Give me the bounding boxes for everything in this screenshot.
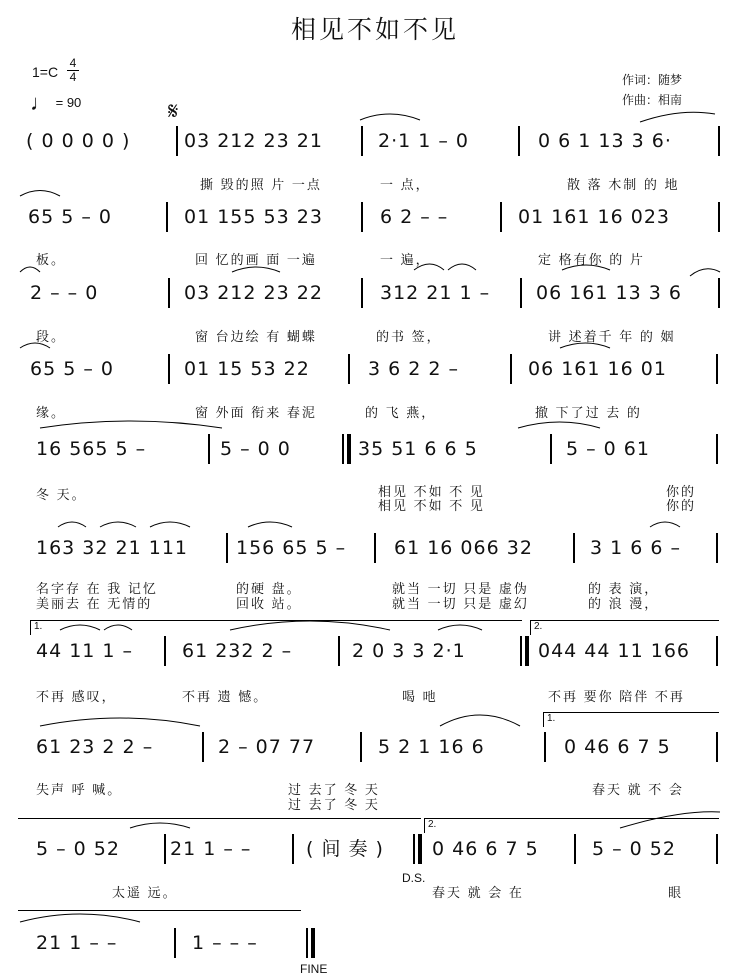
volta-line [18,818,421,833]
tempo-value: = 90 [55,95,82,110]
volta-line [18,910,301,925]
measure: 163 32 21 111 [36,537,189,559]
volta-1: 1. [30,620,522,635]
barline [574,834,576,864]
slur [440,715,520,726]
slur [40,718,200,726]
measure: 5 2 1 16 6 [378,736,485,758]
lyric-text: 不再 要你 陪伴 不再 [548,689,685,704]
barline [202,732,204,762]
measure: 5 – 0 0 [220,438,291,460]
lyric-text: 的 浪 漫， [588,596,660,611]
staff-line-10 [18,926,723,960]
time-denominator: 4 [69,70,77,84]
barline [550,434,552,464]
lyric-text: 一 遍， [380,252,431,267]
lyric-text: 撕 毁的照 片 一点 [200,177,322,192]
lyric-text: 相见 不如 不 见 [378,498,485,513]
final-barline [311,928,315,958]
lyric-text: 你的 [666,498,697,513]
lyric-text: 眼 [668,885,684,900]
lyric-text: 过 去了 冬 天 [288,782,380,797]
slur [360,114,420,120]
measure: 61 16 066 32 [394,537,533,559]
barline [306,928,308,958]
barline [718,126,720,156]
lyric-text: 的硬 盘。 [236,581,302,596]
measure: 1 – – – [192,932,258,954]
staff-line-3 [18,276,723,310]
staff-line-9 [18,832,723,866]
barline [348,354,350,384]
tempo-marking [30,90,81,116]
barline [292,834,294,864]
barline [518,126,520,156]
key-signature: 1=C [32,64,59,80]
measure: 2 – 07 77 [218,736,316,758]
measure: 0 46 6 7 5 [564,736,671,758]
lyric-text: 窗 台边绘 有 蝴蝶 [195,329,317,344]
barline [573,533,575,563]
measure: 2 – – 0 [30,282,99,304]
lyric-text: 失声 呼 喊。 [36,782,123,797]
lyric-text: 太遥 远。 [112,885,178,900]
measure: 61 23 2 2 – [36,736,154,758]
measure: 5 – 0 61 [566,438,650,460]
barline [361,126,363,156]
measure: 6 2 – – [380,206,449,228]
barline [168,354,170,384]
lyric-text: 板。 [36,252,67,267]
lyric-text: 你的 [666,484,697,499]
lyric-text: 相见 不如 不 见 [378,484,485,499]
slur [20,191,60,197]
barline [361,278,363,308]
staff-line-7 [18,634,723,668]
measure: 0 46 6 7 5 [432,838,539,860]
staff-line-5 [18,432,723,466]
lyric-text: 撤 下了过 去 的 [535,405,642,420]
staff-line-2 [18,200,723,234]
barline [413,834,415,864]
measure: 21 1 – – [170,838,252,860]
lyricist-credit: 作词：随梦 [622,73,683,87]
slur [650,522,680,527]
repeat-start-barline [347,434,351,464]
lyric-text: 春天 就 会 在 [432,885,524,900]
barline [716,732,718,762]
lyric-text: 回收 站。 [236,596,302,611]
time-numerator: 4 [69,56,77,70]
measure: 06 161 13 3 6 [536,282,682,304]
measure: 0 6 1 13 3 6· [538,130,672,152]
volta-2-ending: 2. [424,818,719,833]
measure: 044 44 11 166 [538,640,691,662]
measure: 156 65 5 – [236,537,347,559]
barline [716,834,718,864]
barline [164,834,166,864]
barline [544,732,546,762]
measure: ( 间 奏 ) [306,838,384,860]
lyric-text: 的 表 演， [588,581,660,596]
lyric-text: 散 落 木制 的 地 [567,177,680,192]
lyric-text: 冬 天。 [36,487,87,502]
measure: 312 21 1 – [380,282,491,304]
lyric-text: 的书 签， [376,329,442,344]
time-signature [66,57,80,84]
composer-credit: 作曲：相南 [622,93,683,107]
barline [176,126,178,156]
barline [520,278,522,308]
lyric-text: 喝 吔 [402,689,438,704]
slur [40,421,222,428]
barline [338,636,340,666]
measure: 35 51 6 6 5 [358,438,478,460]
measure: ( 0 0 0 0 ) [26,130,131,152]
measure: 03 212 23 21 [184,130,323,152]
song-title: 相见不如不见 [290,15,459,44]
lyric-text: 美丽去 在 无情的 [36,596,153,611]
lyric-text: 回 忆的画 面 一遍 [195,252,317,267]
lyric-text: 一 点， [380,177,431,192]
lyric-text: 就当 一切 只是 虚幻 [392,596,529,611]
barline [342,434,344,464]
slur [248,522,292,527]
volta-1-ending: 1. [543,712,719,727]
slur [150,522,190,527]
lyric-text: 讲 述着千 年 的 姻 [548,329,676,344]
lyric-text: 不再 遗 憾。 [182,689,269,704]
lyric-text: 的 飞 燕， [365,405,437,420]
measure: 65 5 – 0 [28,206,112,228]
slur [640,112,715,122]
segno-icon: 𝄋 [168,98,179,125]
lyric-text: 缘。 [36,405,67,420]
staff-line-8 [18,730,723,764]
measure: 44 11 1 – [36,640,134,662]
double-barline [418,834,422,864]
lyric-text: 过 去了 冬 天 [288,797,380,812]
barline [208,434,210,464]
measure: 5 – 0 52 [592,838,676,860]
barline [360,732,362,762]
barline [174,928,176,958]
measure: 61 232 2 – [182,640,293,662]
barline [718,202,720,232]
lyric-text: 段。 [36,329,67,344]
barline [716,533,718,563]
slur [448,264,476,270]
measure: 01 155 53 23 [184,206,323,228]
measure: 03 212 23 22 [184,282,323,304]
barline [716,636,718,666]
quarter-note-icon: ♩ [30,90,52,115]
dal-segno-mark: D.S. [402,871,426,885]
lyric-text: 定 格有你 的 片 [538,252,645,267]
staff-line-1 [18,124,723,158]
measure: 21 1 – – [36,932,118,954]
measure: 16 565 5 – [36,438,147,460]
measure: 3 1 6 6 – [590,537,682,559]
lyric-text: 不再 感叹， [36,689,117,704]
lyric-text: 窗 外面 衔来 春泥 [195,405,317,420]
measure: 2·1 1 – 0 [378,130,470,152]
barline [361,202,363,232]
measure: 2 0 3 3 2·1 [352,640,466,662]
barline [716,434,718,464]
volta-2: 2. [530,620,719,635]
measure: 06 161 16 01 [528,358,667,380]
lyric-text: 名字存 在 我 记忆 [36,581,158,596]
fine-mark: FINE [300,962,328,976]
measure: 01 15 53 22 [184,358,310,380]
measure: 65 5 – 0 [30,358,114,380]
barline [500,202,502,232]
barline [510,354,512,384]
barline [226,533,228,563]
slur [518,422,600,428]
measure: 5 – 0 52 [36,838,120,860]
barline [520,636,522,666]
measure: 01 161 16 023 [518,206,671,228]
lyric-text: 春天 就 不 会 [592,782,684,797]
barline [166,202,168,232]
staff-line-6 [18,531,723,565]
barline [718,278,720,308]
barline [164,636,166,666]
slur [58,522,86,527]
measure: 3 6 2 2 – [368,358,460,380]
slur [100,522,136,527]
repeat-end-barline [525,636,529,666]
staff-line-4 [18,352,723,386]
barline [168,278,170,308]
lyric-text: 就当 一切 只是 虚伪 [392,581,529,596]
slur [690,269,720,276]
barline [716,354,718,384]
barline [374,533,376,563]
